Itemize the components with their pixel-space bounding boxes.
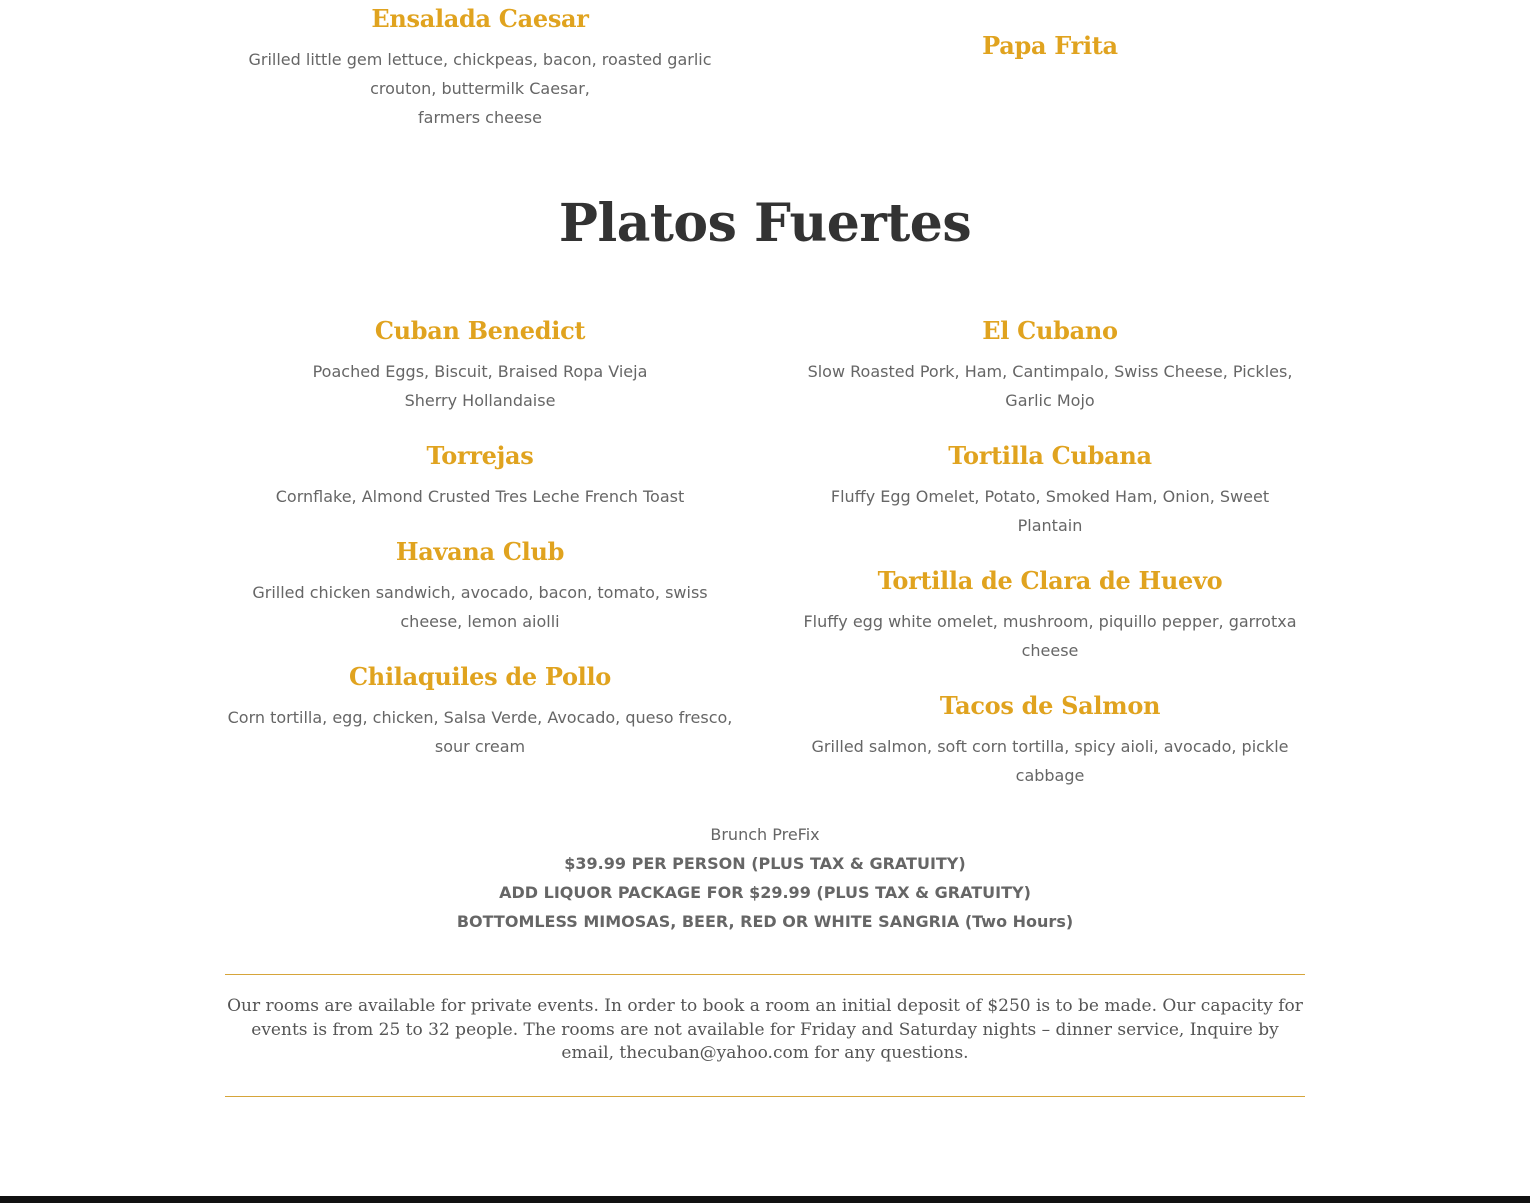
menu-item — [225, 441, 735, 511]
item-description: Fluffy Egg Omelet, Potato, Smoked Ham, Onion, Sweet Plantain — [830, 487, 1270, 535]
item-description: Cornflake, Almond Crusted Tres Leche French Toast — [275, 487, 685, 506]
menu-item — [225, 537, 735, 636]
menu-item — [795, 691, 1305, 790]
section-title: Platos Fuertes — [558, 193, 972, 254]
item-title: Tortilla Cubana — [948, 441, 1152, 470]
footer-bar — [0, 1196, 1530, 1203]
divider-top — [225, 974, 1305, 975]
starter-left — [225, 4, 735, 132]
mains-left-column — [225, 316, 735, 761]
item-description — [225, 45, 735, 132]
item-description: Corn tortilla, egg, chicken, Salsa Verde, Avocado, queso fresco, sour cream — [227, 708, 733, 756]
prefix-bottomless: BOTTOMLESS MIMOSAS, BEER, RED OR WHITE SANGRIA (Two Hours) — [456, 912, 1074, 931]
clipped-item-title — [795, 0, 1305, 3]
item-title: Havana Club — [395, 537, 565, 566]
item-title: Cuban Benedict — [374, 316, 586, 345]
menu-item — [225, 662, 735, 761]
item-title: Papa Frita — [982, 31, 1118, 60]
item-description: Fluffy egg white omelet, mushroom, piquillo pepper, garrotxa cheese — [803, 612, 1297, 660]
item-title: Torrejas — [426, 441, 534, 470]
prefix-price: $39.99 PER PERSON (PLUS TAX & GRATUITY) — [564, 854, 966, 873]
starter-right — [795, 31, 1305, 61]
item-title: Tacos de Salmon — [939, 691, 1161, 720]
item-description: Grilled salmon, soft corn tortilla, spicy aioli, avocado, pickle cabbage — [811, 737, 1289, 785]
item-description: Poached Eggs, Biscuit, Braised Ropa Vieja Sherry Hollandaise — [312, 362, 648, 410]
item-title: Ensalada Caesar — [371, 4, 589, 33]
prefix-label: Brunch PreFix — [710, 825, 820, 844]
item-description: Slow Roasted Pork, Ham, Cantimpalo, Swiss Cheese, Pickles, Garlic Mojo — [807, 362, 1293, 410]
desc-line: crouton, buttermilk Caesar, — [370, 79, 590, 98]
item-description: Grilled chicken sandwich, avocado, bacon, tomato, swiss cheese, lemon aiolli — [252, 583, 708, 631]
item-title: El Cubano — [982, 316, 1118, 345]
private-events-notice: Our rooms are available for private events. In order to book a room an initial deposit of $250 is to be made. Our capacity for events is from 25 to 32 people. The rooms are not available for Friday and Saturday nights – dinner service, Inquire by email, thecuban@yahoo.com for any questions. — [227, 996, 1303, 1063]
menu-item — [795, 316, 1305, 415]
item-title: Tortilla de Clara de Huevo — [877, 566, 1223, 595]
menu-item — [225, 316, 735, 415]
desc-line: Grilled little gem lettuce, chickpeas, bacon, roasted garlic — [248, 50, 712, 69]
clipped-title-fragment — [795, 0, 1305, 3]
menu-item — [795, 566, 1305, 665]
prefix-liquor-package: ADD LIQUOR PACKAGE FOR $29.99 (PLUS TAX & GRATUITY) — [499, 883, 1031, 902]
menu-item — [795, 441, 1305, 540]
desc-line: farmers cheese — [418, 108, 542, 127]
divider-bottom — [225, 1096, 1305, 1097]
brunch-prefix — [0, 820, 1530, 936]
mains-right-column — [795, 316, 1305, 790]
item-title: Chilaquiles de Pollo — [349, 662, 611, 691]
